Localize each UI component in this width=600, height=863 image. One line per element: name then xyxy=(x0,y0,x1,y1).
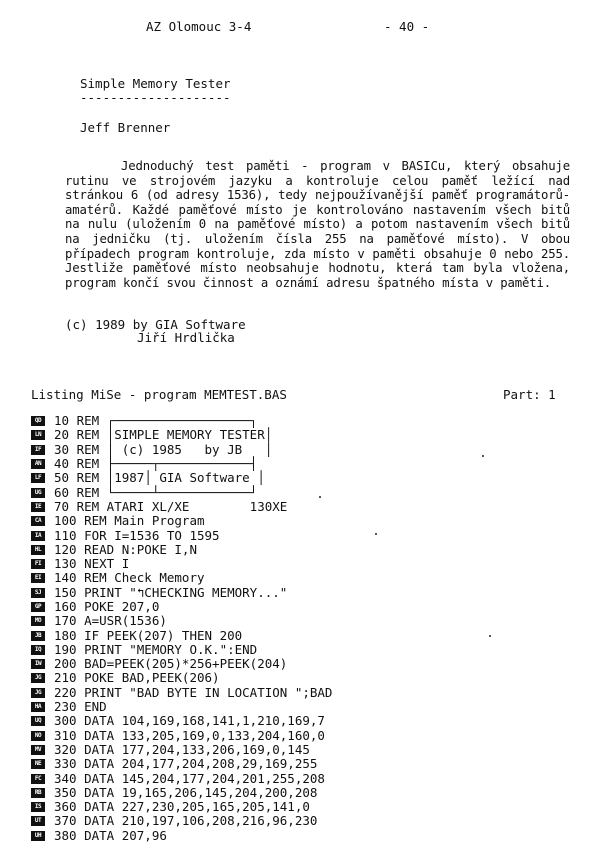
checksum-badge: HL xyxy=(31,545,45,555)
scan-speck xyxy=(482,455,484,457)
article-body-text: Jednoduchý test paměti - program v BASICu, který obsahuje rutinu ve strojovém jazyku a kontroluje celou paměť ležící nad stránkou 6 (od adresy 1536), tedy nejpoužívanější paměť programátorů-amatérů. Každé paměťové místo je kontrolováno nastavením všech bitů na nulu (uložením 0 na paměťové místo) a potom nastavením všech bitů na jedničku (tj. uložením čísla 255 na paměťové místo). V obou případech program kontroluje, zda místo v paměti obsahuje 0 nebo 255. Jestliže paměťové místo neobsahuje hodnotu, která tam byla vložena, program končí svou činnost a oznámí adresu špatného místa v paměti. xyxy=(65,159,570,290)
listing-code: 220 PRINT "BAD BYTE IN LOCATION ";BAD xyxy=(54,684,333,700)
listing-line xyxy=(31,657,571,671)
listing-code: 40 REM ├─────┬────────────┤ xyxy=(54,456,258,472)
listing-line xyxy=(31,786,571,800)
listing-line xyxy=(31,500,571,514)
checksum-badge: MV xyxy=(31,745,45,755)
listing-code: 370 DATA 210,197,106,208,216,96,230 xyxy=(54,813,318,829)
listing-line xyxy=(31,443,571,457)
author: Jeff Brenner xyxy=(80,120,171,135)
listing-line xyxy=(31,614,571,628)
listing-line xyxy=(31,686,571,700)
checksum-badge: QD xyxy=(31,416,45,426)
checksum-badge: EI xyxy=(31,573,45,583)
page-number: - 40 - xyxy=(384,19,430,34)
article-body xyxy=(65,159,570,290)
checksum-badge: RB xyxy=(31,788,45,798)
checksum-badge: IW xyxy=(31,659,45,669)
checksum-badge: JG xyxy=(31,673,45,683)
listing-code: 150 PRINT "↰CHECKING MEMORY..." xyxy=(54,584,288,600)
listing-code: 70 REM ATARI XL/XE 130XE xyxy=(54,498,288,514)
checksum-badge: JG xyxy=(31,688,45,698)
listing-line xyxy=(31,586,571,600)
checksum-badge: JB xyxy=(31,631,45,641)
listing-line xyxy=(31,700,571,714)
listing-code: 190 PRINT "MEMORY O.K.":END xyxy=(54,641,258,657)
checksum-badge: NO xyxy=(31,731,45,741)
scan-speck xyxy=(489,635,491,637)
checksum-badge: UG xyxy=(31,488,45,498)
checksum-badge: LN xyxy=(31,430,45,440)
listing-code: 170 A=USR(1536) xyxy=(54,613,167,629)
listing-part: Part: 1 xyxy=(503,387,556,402)
checksum-badge: LF xyxy=(31,473,45,483)
listing-line xyxy=(31,600,571,614)
listing-line xyxy=(31,829,571,843)
copyright-line: (c) 1989 by GIA Software xyxy=(65,317,246,332)
listing-code: 200 BAD=PEEK(205)*256+PEEK(204) xyxy=(54,656,288,672)
running-header: AZ Olomouc 3-4 xyxy=(146,19,252,34)
checksum-badge: FI xyxy=(31,559,45,569)
listing-line xyxy=(31,514,571,528)
listing-code: 120 READ N:POKE I,N xyxy=(54,541,197,557)
listing-line xyxy=(31,729,571,743)
article-title: Simple Memory Tester xyxy=(80,76,231,91)
checksum-badge: IF xyxy=(31,445,45,455)
copyright-name: Jiří Hrdlička xyxy=(137,330,235,345)
listing-line xyxy=(31,471,571,485)
checksum-badge: IA xyxy=(31,531,45,541)
listing-code: 110 FOR I=1536 TO 1595 xyxy=(54,527,220,543)
scan-speck xyxy=(375,533,377,535)
listing-title: Listing MiSe - program MEMTEST.BAS xyxy=(31,387,287,402)
listing-line xyxy=(31,414,571,428)
program-listing xyxy=(31,414,571,843)
checksum-badge: IE xyxy=(31,502,45,512)
listing-code: 180 IF PEEK(207) THEN 200 xyxy=(54,627,243,643)
listing-line xyxy=(31,428,571,442)
listing-code: 10 REM ┌──────────────────┐ xyxy=(54,413,258,429)
checksum-badge: UQ xyxy=(31,716,45,726)
checksum-badge: AN xyxy=(31,459,45,469)
listing-line xyxy=(31,814,571,828)
checksum-badge: IS xyxy=(31,802,45,812)
listing-code: 300 DATA 104,169,168,141,1,210,169,7 xyxy=(54,713,325,729)
listing-code: 60 REM └─────┴────────────┘ xyxy=(54,484,258,500)
listing-line xyxy=(31,528,571,542)
scan-speck xyxy=(319,496,321,498)
listing-line xyxy=(31,757,571,771)
listing-line xyxy=(31,457,571,471)
checksum-badge: HA xyxy=(31,702,45,712)
listing-line xyxy=(31,571,571,585)
listing-code: 360 DATA 227,230,205,165,205,141,0 xyxy=(54,799,310,815)
listing-code: 380 DATA 207,96 xyxy=(54,827,167,843)
listing-line xyxy=(31,714,571,728)
listing-line xyxy=(31,643,571,657)
listing-code: 100 REM Main Program xyxy=(54,513,205,529)
checksum-badge: CA xyxy=(31,516,45,526)
listing-code: 320 DATA 177,204,133,206,169,0,145 xyxy=(54,741,310,757)
listing-code: 160 POKE 207,0 xyxy=(54,599,160,614)
checksum-badge: NE xyxy=(31,759,45,769)
listing-code: 30 REM │ (c) 1985 by JB │ xyxy=(54,441,273,457)
checksum-badge: UT xyxy=(31,816,45,826)
checksum-badge: UH xyxy=(31,831,45,841)
checksum-badge: SJ xyxy=(31,588,45,598)
listing-code: 50 REM │1987│ GIA Software │ xyxy=(54,470,265,486)
listing-code: 340 DATA 145,204,177,204,201,255,208 xyxy=(54,770,325,786)
listing-line xyxy=(31,800,571,814)
listing-code: 140 REM Check Memory xyxy=(54,570,205,586)
listing-line xyxy=(31,543,571,557)
listing-line xyxy=(31,557,571,571)
listing-line xyxy=(31,671,571,685)
listing-code: 330 DATA 204,177,204,208,29,169,255 xyxy=(54,756,318,772)
listing-code: 310 DATA 133,205,169,0,133,204,160,0 xyxy=(54,727,325,743)
checksum-badge: GP xyxy=(31,602,45,612)
listing-code: 210 POKE BAD,PEEK(206) xyxy=(54,670,220,686)
listing-code: 350 DATA 19,165,206,145,204,200,208 xyxy=(54,784,318,800)
checksum-badge: MO xyxy=(31,616,45,626)
listing-code: 130 NEXT I xyxy=(54,556,130,572)
listing-code: 230 END xyxy=(54,699,107,715)
listing-code: 20 REM │SIMPLE MEMORY TESTER│ xyxy=(54,427,273,443)
listing-line xyxy=(31,743,571,757)
listing-line xyxy=(31,485,571,499)
title-underline: -------------------- xyxy=(80,90,231,105)
listing-line xyxy=(31,771,571,785)
checksum-badge: IQ xyxy=(31,645,45,655)
checksum-badge: FC xyxy=(31,774,45,784)
